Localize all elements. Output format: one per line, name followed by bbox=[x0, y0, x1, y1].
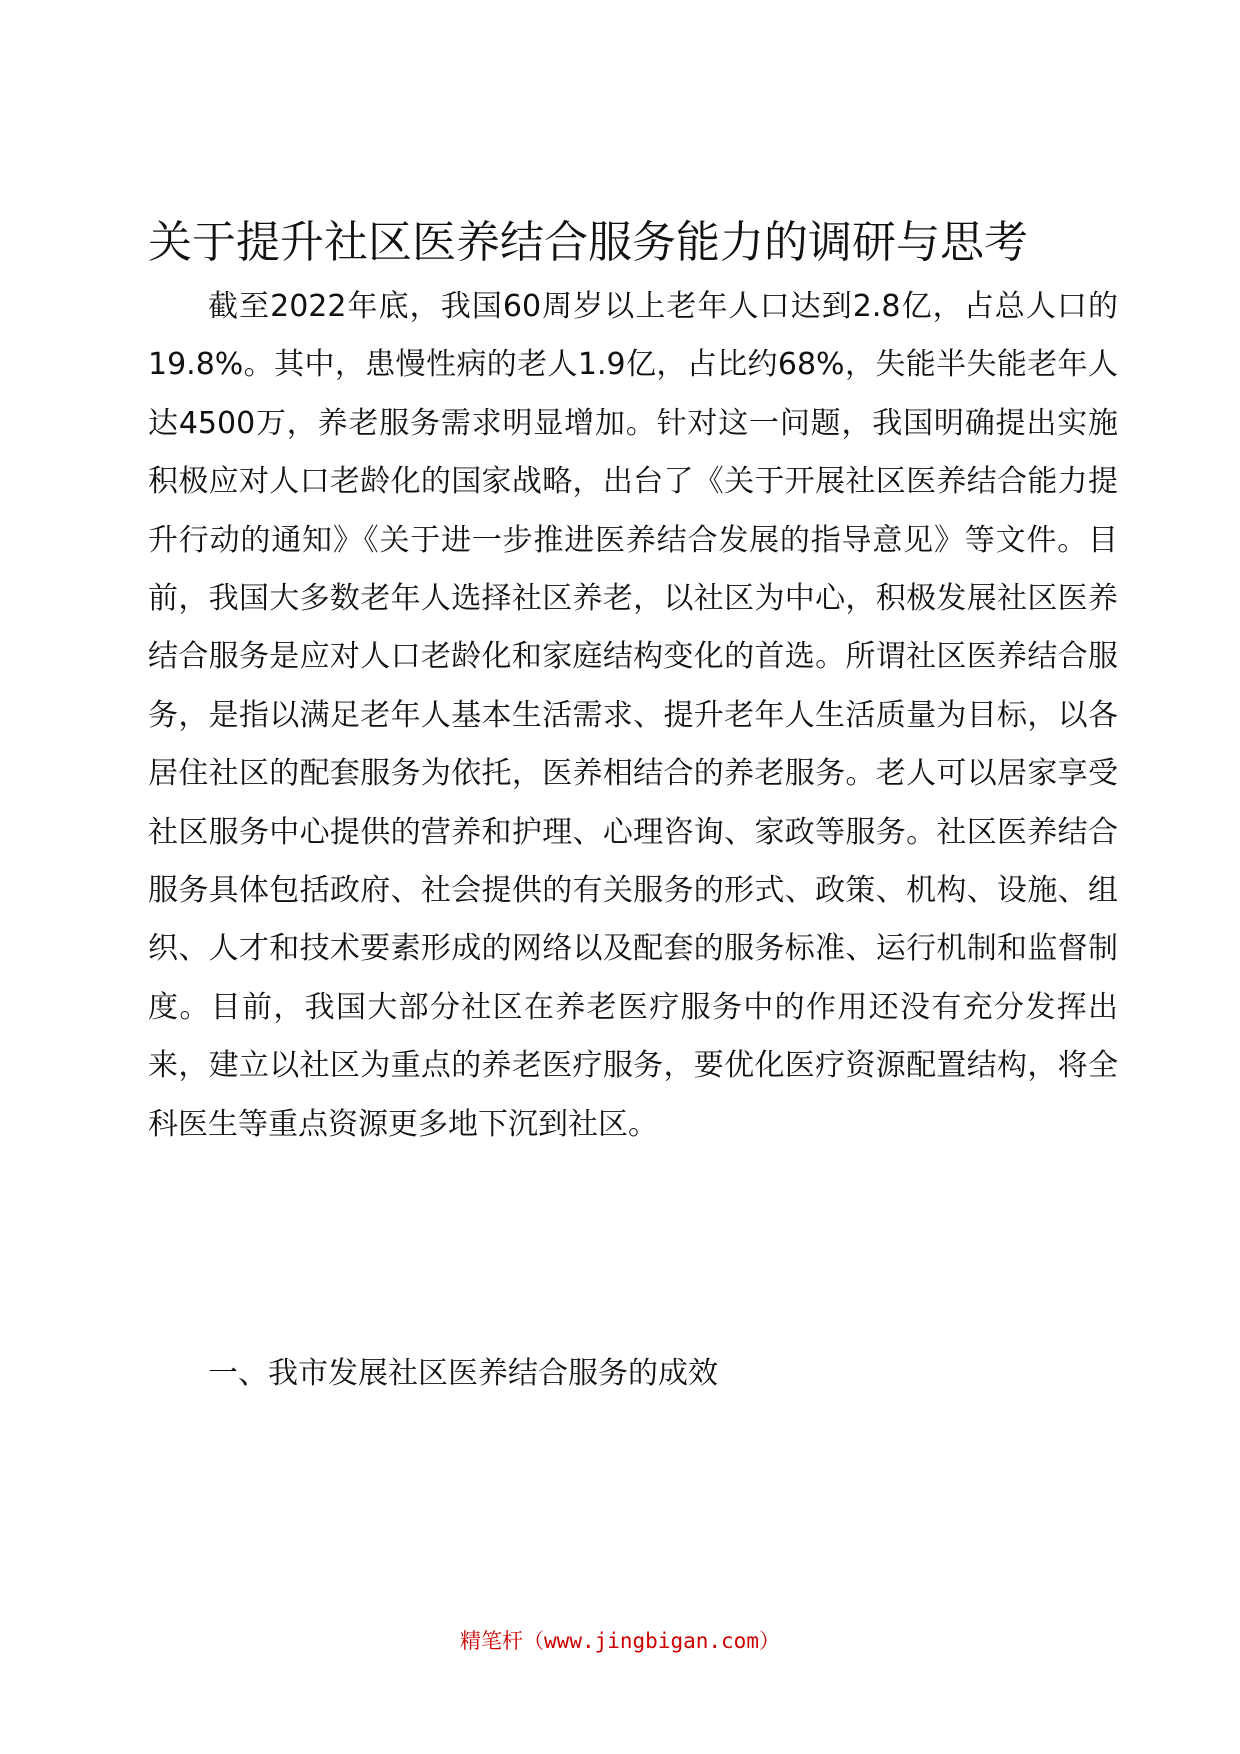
document-title: 关于提升社区医养结合服务能力的调研与思考 bbox=[148, 217, 1028, 268]
footer-watermark: 精笔杆（www.jingbigan.com） bbox=[460, 1629, 780, 1653]
section-heading: 一、我市发展社区医养结合服务的成效 bbox=[208, 1356, 718, 1391]
intro-paragraph: 截至2022年底，我国60周岁以上老年人口达到2.8亿，占总人口的19.8%。其中，患慢性病的老人1.9亿，占比约68%，失能半失能老年人达4500万，养老服务需求明显增加。针对这一问题，我国明确提出实施积极应对人口老龄化的国家战略，出台了《关于开展社区医养结合能力提升行动的通知》《关于进一步推进医养结合发展的指导意见》等文件。目前，我国大多数老年人选择社区养老，以社区为中心，积极发展社区医养结合服务是应对人口老龄化和家庭结构变化的首选。所谓社区医养结合服务，是指以满足老年人基本生活需求、提升老年人生活质量为目标，以各居住社区的配套服务为依托，医养相结合的养老服务。老人可以居家享受社区服务中心提供的营养和护理、心理咨询、家政等服务。社区医养结合服务具体包括政府、社会提供的有关服务的形式、政策、机构、设施、组织、人才和技术要素形成的网络以及配套的服务标准、运行机制和监督制度。目前，我国大部分社区在养老医疗服务中的作用还没有充分发挥出来，建立以社区为重点的养老医疗服务，要优化医疗资源配置结构，将全科医生等重点资源更多地下沉到社区。 bbox=[148, 289, 1118, 1142]
